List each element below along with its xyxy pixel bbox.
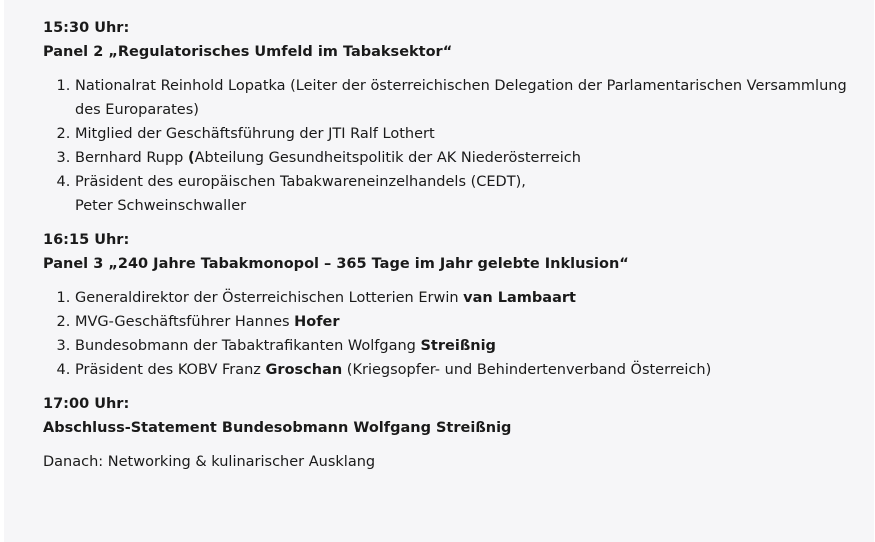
list-item	[75, 310, 874, 334]
speaker-text: MVG-Geschäftsführer Hannes	[75, 314, 295, 330]
speaker-text: Bernhard Rupp	[75, 150, 188, 166]
panel-2-speaker-list	[43, 74, 874, 218]
speaker-surname: van Lambaart	[463, 290, 576, 306]
closing-title: Abschluss-Statement Bundesobmann Wolfgang Streißnig	[43, 420, 512, 436]
speaker-text: Nationalrat Reinhold Lopatka (Leiter der österreichischen Delegation der Parlamentarischen Versammlung des Europarates)	[75, 78, 847, 118]
speaker-text: Präsident des KOBV Franz	[75, 362, 266, 378]
list-item	[75, 170, 874, 218]
panel-3-speaker-list	[43, 286, 874, 382]
speaker-text: Präsident des europäischen Tabakwareneinzelhandels (CEDT),	[75, 174, 526, 190]
panel-3-time: 16:15 Uhr:	[43, 232, 130, 248]
panel-2-title: Panel 2 „Regulatorisches Umfeld im Tabaksektor“	[43, 44, 453, 60]
speaker-text: Generaldirektor der Österreichischen Lotterien Erwin	[75, 290, 464, 306]
list-item	[75, 286, 874, 310]
panel-3-title: Panel 3 „240 Jahre Tabakmonopol – 365 Tage im Jahr gelebte Inklusion“	[43, 256, 629, 272]
list-item	[75, 146, 874, 170]
speaker-text-post: Abteilung Gesundheitspolitik der AK Niederösterreich	[194, 150, 581, 166]
panel-2-time: 15:30 Uhr:	[43, 20, 130, 36]
closing-note: Danach: Networking & kulinarischer Ausklang	[43, 454, 376, 470]
speaker-text-post: (Kriegsopfer- und Behindertenverband Österreich)	[342, 362, 712, 378]
speaker-bold: (	[188, 150, 195, 166]
list-item	[75, 122, 874, 146]
speaker-name-line: Peter Schweinschwaller	[75, 198, 247, 214]
list-item	[75, 74, 874, 122]
speaker-text: Mitglied der Geschäftsführung der JTI Ralf Lothert	[75, 126, 435, 142]
speaker-surname: Hofer	[294, 314, 340, 330]
panel-3-section	[43, 228, 874, 382]
speaker-text: Bundesobmann der Tabaktrafikanten Wolfgang	[75, 338, 421, 354]
list-item	[75, 358, 874, 382]
closing-section	[43, 392, 874, 440]
speaker-surname: Streißnig	[420, 338, 496, 354]
speaker-surname: Groschan	[265, 362, 343, 378]
agenda-page	[4, 0, 874, 542]
list-item	[75, 334, 874, 358]
closing-time: 17:00 Uhr:	[43, 396, 130, 412]
panel-2-section	[43, 16, 874, 218]
